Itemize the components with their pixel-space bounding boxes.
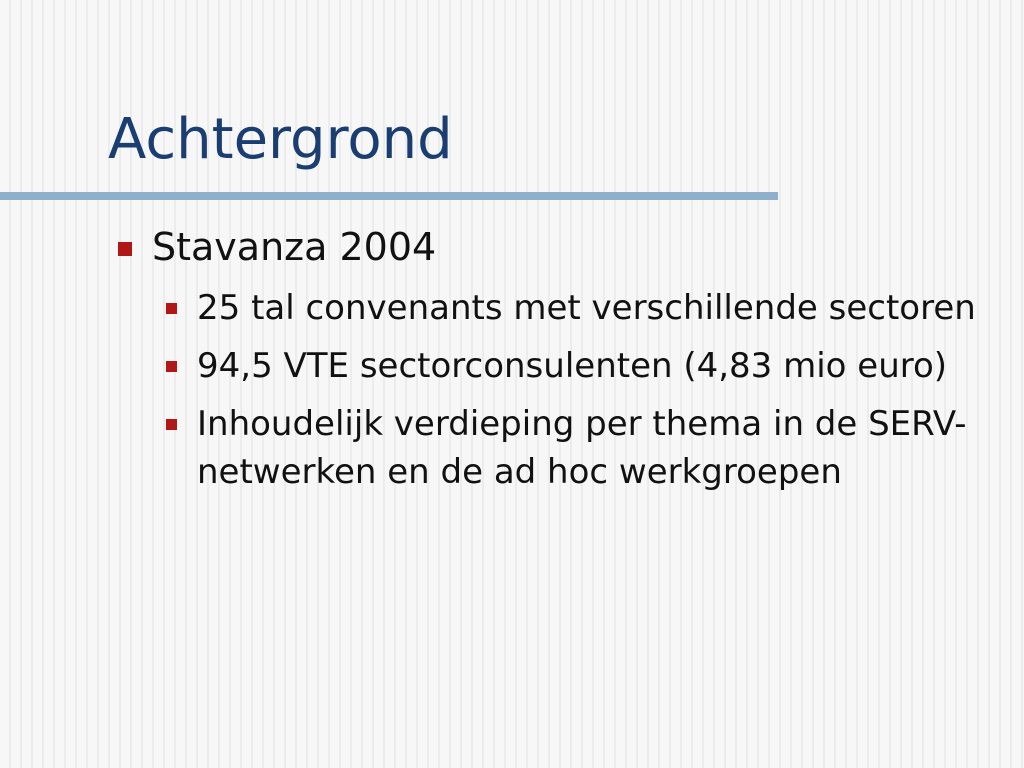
bullet-text: Inhoudelijk verdieping per thema in de SERV-netwerken en de ad hoc werkgroepen xyxy=(197,404,967,492)
square-bullet-icon xyxy=(166,303,177,314)
bullet-item-level2 xyxy=(166,284,996,332)
bullet-item-level2 xyxy=(166,400,996,496)
square-bullet-icon xyxy=(118,242,132,256)
bullet-text: Stavanza 2004 xyxy=(152,225,437,269)
sub-bullet-list xyxy=(166,284,996,506)
bullet-item-level2 xyxy=(166,342,996,390)
slide-title: Achtergrond xyxy=(108,107,453,172)
bullet-text: 94,5 VTE sectorconsulenten (4,83 mio euro) xyxy=(197,346,948,386)
square-bullet-icon xyxy=(166,419,177,430)
square-bullet-icon xyxy=(166,361,177,372)
bullet-text: 25 tal convenants met verschillende sectoren xyxy=(197,288,976,328)
title-divider xyxy=(0,192,778,200)
